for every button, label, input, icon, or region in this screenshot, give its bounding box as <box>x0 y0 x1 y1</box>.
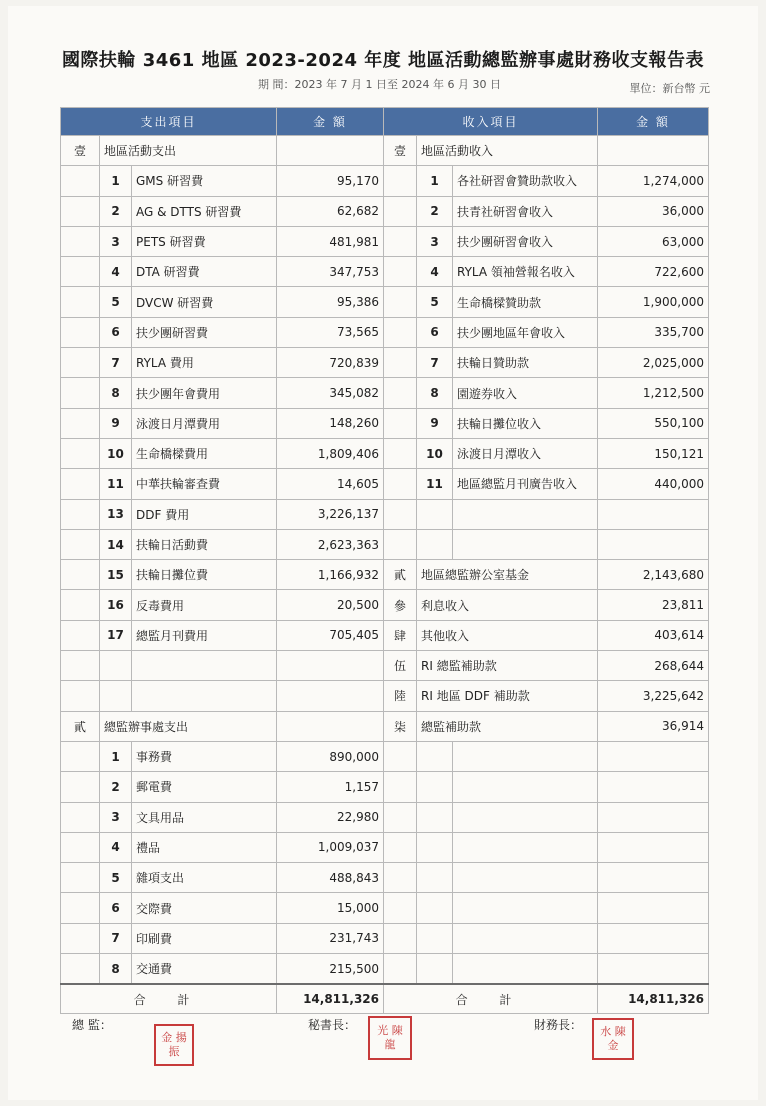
expense-section-number <box>61 651 100 681</box>
expense-section-number <box>61 893 100 923</box>
income-section-number <box>384 378 417 408</box>
income-item-label <box>453 893 598 923</box>
expense-section-number <box>61 257 100 287</box>
expense-item-number: 4 <box>100 832 132 862</box>
table-row <box>61 954 709 985</box>
income-section-label: 其他收入 <box>417 620 598 650</box>
income-item-label <box>453 832 598 862</box>
expense-item-amount: 14,605 <box>277 469 384 499</box>
income-item-number: 4 <box>417 257 453 287</box>
expense-item-amount: 890,000 <box>277 741 384 771</box>
expense-section-number <box>61 317 100 347</box>
expense-item-amount: 73,565 <box>277 317 384 347</box>
table-row <box>61 408 709 438</box>
expense-section-number <box>61 620 100 650</box>
expense-item-amount: 1,166,932 <box>277 560 384 590</box>
expense-item-label: 扶輪日活動費 <box>132 529 277 559</box>
expense-section-number <box>61 560 100 590</box>
income-item-amount <box>598 954 709 985</box>
income-item-amount: 335,700 <box>598 317 709 347</box>
income-section-number: 陸 <box>384 681 417 711</box>
income-item-label <box>453 923 598 953</box>
director-label: 總 監： <box>72 1018 112 1032</box>
expense-item-number: 7 <box>100 923 132 953</box>
expense-item-number: 1 <box>100 741 132 771</box>
table-row <box>61 772 709 802</box>
income-item-label: 扶少團研習會收入 <box>453 226 598 256</box>
income-item-number: 2 <box>417 196 453 226</box>
expense-section-number <box>61 802 100 832</box>
expense-item-label: DDF 費用 <box>132 499 277 529</box>
expense-item-amount: 15,000 <box>277 893 384 923</box>
income-section-number <box>384 741 417 771</box>
table-row <box>61 863 709 893</box>
table-row <box>61 257 709 287</box>
expense-item-amount: 1,157 <box>277 772 384 802</box>
income-item-number: 1 <box>417 166 453 196</box>
expense-item-amount: 95,170 <box>277 166 384 196</box>
expense-section-number <box>61 378 100 408</box>
expense-item-amount: 1,009,037 <box>277 832 384 862</box>
table-row <box>61 469 709 499</box>
expense-item-label: 文具用品 <box>132 802 277 832</box>
income-item-number: 5 <box>417 287 453 317</box>
table-row <box>61 620 709 650</box>
table-row <box>61 560 709 590</box>
expense-section-number <box>61 772 100 802</box>
income-item-amount <box>598 136 709 166</box>
expense-item-amount: 345,082 <box>277 378 384 408</box>
expense-section-number <box>61 348 100 378</box>
expense-item-number: 6 <box>100 317 132 347</box>
income-section-number <box>384 832 417 862</box>
income-item-amount: 440,000 <box>598 469 709 499</box>
expense-section-number <box>61 832 100 862</box>
income-section-number <box>384 802 417 832</box>
expense-total-label: 合 計 <box>61 984 277 1014</box>
income-item-number <box>417 741 453 771</box>
expense-item-label: GMS 研習費 <box>132 166 277 196</box>
expense-item-amount: 95,386 <box>277 287 384 317</box>
income-item-label <box>453 863 598 893</box>
expense-item-amount: 705,405 <box>277 620 384 650</box>
expense-item-amount <box>277 711 384 741</box>
income-section-number <box>384 226 417 256</box>
expense-item-number: 5 <box>100 287 132 317</box>
income-item-number <box>417 802 453 832</box>
expense-section-number <box>61 196 100 226</box>
income-section-number <box>384 469 417 499</box>
expense-item-number: 3 <box>100 226 132 256</box>
expense-item-number: 9 <box>100 408 132 438</box>
income-section-number <box>384 772 417 802</box>
expense-item-number: 8 <box>100 378 132 408</box>
income-section-label: 總監補助款 <box>417 711 598 741</box>
expense-section-number <box>61 529 100 559</box>
income-item-label <box>453 741 598 771</box>
expense-item-amount: 215,500 <box>277 954 384 985</box>
table-row <box>61 287 709 317</box>
table-row <box>61 136 709 166</box>
income-section-number <box>384 863 417 893</box>
expense-item-number: 15 <box>100 560 132 590</box>
expense-item-number: 8 <box>100 954 132 985</box>
income-section-label: RI 總監補助款 <box>417 651 598 681</box>
expense-item-label: RYLA 費用 <box>132 348 277 378</box>
income-item-amount: 150,121 <box>598 438 709 468</box>
expense-section-number <box>61 954 100 985</box>
income-section-number <box>384 348 417 378</box>
table-row <box>61 681 709 711</box>
report-title: 國際扶輪 3461 地區 2023-2024 年度 地區活動總監辦事處財務收支報告表 <box>61 50 705 71</box>
expense-item-label: 禮品 <box>132 832 277 862</box>
income-item-amount: 36,914 <box>598 711 709 741</box>
expense-item-amount: 231,743 <box>277 923 384 953</box>
expense-item-label: AG & DTTS 研習費 <box>132 196 277 226</box>
expense-item-amount: 1,809,406 <box>277 438 384 468</box>
income-item-number: 6 <box>417 317 453 347</box>
income-item-number <box>417 529 453 559</box>
income-section-number <box>384 954 417 985</box>
income-item-amount <box>598 499 709 529</box>
income-item-number <box>417 893 453 923</box>
expense-item-amount: 3,226,137 <box>277 499 384 529</box>
income-item-amount: 63,000 <box>598 226 709 256</box>
expense-section-number <box>61 741 100 771</box>
expense-item-number: 2 <box>100 772 132 802</box>
total-row <box>61 984 709 1014</box>
expense-item-number: 4 <box>100 257 132 287</box>
expense-section-number <box>61 408 100 438</box>
expense-section-number <box>61 469 100 499</box>
income-section-number <box>384 287 417 317</box>
income-total-amount: 14,811,326 <box>598 984 709 1014</box>
expense-section-number <box>61 863 100 893</box>
expense-item-number: 3 <box>100 802 132 832</box>
income-section-number: 柒 <box>384 711 417 741</box>
income-item-label <box>453 772 598 802</box>
report-period: 期 間：2023 年 7 月 1 日至 2024 年 6 月 30 日 <box>258 78 501 91</box>
table-row <box>61 802 709 832</box>
income-item-number <box>417 863 453 893</box>
expense-item-number: 17 <box>100 620 132 650</box>
income-item-amount <box>598 863 709 893</box>
expense-section-number: 壹 <box>61 136 100 166</box>
income-section-number <box>384 166 417 196</box>
expense-item-amount: 347,753 <box>277 257 384 287</box>
expense-item-number: 14 <box>100 529 132 559</box>
income-item-amount <box>598 772 709 802</box>
income-item-number <box>417 772 453 802</box>
expense-section-number: 貳 <box>61 711 100 741</box>
table-row <box>61 348 709 378</box>
expense-item-amount: 148,260 <box>277 408 384 438</box>
director-seal-icon: 金 揚 振 <box>154 1024 194 1066</box>
expense-item-amount: 720,839 <box>277 348 384 378</box>
expense-item-label: 扶少團年會費用 <box>132 378 277 408</box>
expense-section-number <box>61 166 100 196</box>
expense-item-label: 印刷費 <box>132 923 277 953</box>
expense-item-label: DTA 研習費 <box>132 257 277 287</box>
income-item-amount: 23,811 <box>598 590 709 620</box>
income-item-label <box>453 954 598 985</box>
table-row <box>61 166 709 196</box>
income-section-label: RI 地區 DDF 補助款 <box>417 681 598 711</box>
expense-item-label: 生命橋樑費用 <box>132 438 277 468</box>
income-section-label: 利息收入 <box>417 590 598 620</box>
income-item-amount: 722,600 <box>598 257 709 287</box>
income-item-number: 7 <box>417 348 453 378</box>
income-item-label: 泳渡日月潭收入 <box>453 438 598 468</box>
expense-item-number <box>100 681 132 711</box>
expense-item-number: 11 <box>100 469 132 499</box>
expense-item-label <box>132 651 277 681</box>
table-row <box>61 711 709 741</box>
expense-item-amount: 488,843 <box>277 863 384 893</box>
expense-section-number <box>61 681 100 711</box>
currency-unit: 單位：新台幣 元 <box>629 82 710 95</box>
header-expense-amount: 金 額 <box>277 108 384 136</box>
expense-item-label: 郵電費 <box>132 772 277 802</box>
income-item-amount: 550,100 <box>598 408 709 438</box>
table-header-row <box>61 108 709 136</box>
income-item-label: 各社研習會贊助款收入 <box>453 166 598 196</box>
expense-item-label: 泳渡日月潭費用 <box>132 408 277 438</box>
expense-item-label: PETS 研習費 <box>132 226 277 256</box>
expense-item-amount: 2,623,363 <box>277 529 384 559</box>
header-income-item: 收入項目 <box>384 108 598 136</box>
table-row <box>61 226 709 256</box>
income-item-label: 生命橋樑贊助款 <box>453 287 598 317</box>
income-item-amount: 268,644 <box>598 651 709 681</box>
expense-item-number: 13 <box>100 499 132 529</box>
income-item-label: 扶輪日攤位收入 <box>453 408 598 438</box>
income-section-number <box>384 529 417 559</box>
income-item-amount: 3,225,642 <box>598 681 709 711</box>
income-item-number <box>417 499 453 529</box>
income-item-amount <box>598 832 709 862</box>
income-section-number <box>384 257 417 287</box>
income-section-label: 地區活動收入 <box>417 136 598 166</box>
table-row <box>61 923 709 953</box>
income-item-amount: 1,212,500 <box>598 378 709 408</box>
expense-item-label: 事務費 <box>132 741 277 771</box>
expense-item-label <box>132 681 277 711</box>
income-item-label: RYLA 領袖營報名收入 <box>453 257 598 287</box>
expense-section-label: 地區活動支出 <box>100 136 277 166</box>
income-item-amount <box>598 802 709 832</box>
income-item-amount: 2,025,000 <box>598 348 709 378</box>
expense-item-amount <box>277 681 384 711</box>
income-item-amount: 36,000 <box>598 196 709 226</box>
expense-item-label: 扶輪日攤位費 <box>132 560 277 590</box>
table-row <box>61 590 709 620</box>
income-item-amount <box>598 893 709 923</box>
secretary-seal-icon: 光 陳 龍 <box>368 1016 412 1060</box>
income-section-number <box>384 893 417 923</box>
expense-section-number <box>61 590 100 620</box>
expense-item-amount: 481,981 <box>277 226 384 256</box>
expense-item-amount: 22,980 <box>277 802 384 832</box>
income-item-label <box>453 529 598 559</box>
expense-item-label: 中華扶輪審查費 <box>132 469 277 499</box>
income-item-number: 8 <box>417 378 453 408</box>
expense-item-number: 16 <box>100 590 132 620</box>
expense-item-number: 7 <box>100 348 132 378</box>
expense-section-number <box>61 226 100 256</box>
income-item-amount <box>598 923 709 953</box>
table-row <box>61 832 709 862</box>
expense-item-label: 交通費 <box>132 954 277 985</box>
financial-report-table <box>60 107 709 1014</box>
expense-item-label: 雜項支出 <box>132 863 277 893</box>
income-section-number <box>384 923 417 953</box>
income-item-amount <box>598 741 709 771</box>
income-item-number <box>417 954 453 985</box>
income-item-number: 11 <box>417 469 453 499</box>
expense-item-number: 6 <box>100 893 132 923</box>
expense-section-number <box>61 287 100 317</box>
income-item-number: 9 <box>417 408 453 438</box>
income-section-number <box>384 499 417 529</box>
income-section-number: 伍 <box>384 651 417 681</box>
table-body <box>61 136 709 985</box>
income-item-label: 地區總監月刊廣告收入 <box>453 469 598 499</box>
income-item-label: 扶輪日贊助款 <box>453 348 598 378</box>
income-item-label: 園遊券收入 <box>453 378 598 408</box>
income-section-number: 貳 <box>384 560 417 590</box>
income-item-number <box>417 832 453 862</box>
income-item-number: 10 <box>417 438 453 468</box>
signature-area <box>0 1016 766 1076</box>
expense-item-amount: 20,500 <box>277 590 384 620</box>
income-section-number <box>384 408 417 438</box>
table-row <box>61 378 709 408</box>
income-section-number: 肆 <box>384 620 417 650</box>
income-section-label: 地區總監辦公室基金 <box>417 560 598 590</box>
table-row <box>61 499 709 529</box>
income-item-label <box>453 802 598 832</box>
expense-item-amount <box>277 136 384 166</box>
table-row <box>61 438 709 468</box>
expense-section-label: 總監辦事處支出 <box>100 711 277 741</box>
table-row <box>61 317 709 347</box>
expense-item-number: 5 <box>100 863 132 893</box>
income-item-label: 扶青社研習會收入 <box>453 196 598 226</box>
table-row <box>61 741 709 771</box>
expense-item-number <box>100 651 132 681</box>
expense-item-label: 總監月刊費用 <box>132 620 277 650</box>
income-item-label: 扶少團地區年會收入 <box>453 317 598 347</box>
expense-item-amount <box>277 651 384 681</box>
expense-item-number: 10 <box>100 438 132 468</box>
income-item-amount: 403,614 <box>598 620 709 650</box>
secretary-label: 秘書長： <box>308 1018 357 1032</box>
income-item-label <box>453 499 598 529</box>
expense-item-label: 交際費 <box>132 893 277 923</box>
income-section-number <box>384 196 417 226</box>
treasurer-label: 財務長： <box>534 1018 583 1032</box>
expense-item-label: 扶少團研習費 <box>132 317 277 347</box>
income-total-label: 合 計 <box>384 984 598 1014</box>
header-income-amount: 金 額 <box>598 108 709 136</box>
expense-section-number <box>61 438 100 468</box>
income-section-number <box>384 317 417 347</box>
income-section-number: 壹 <box>384 136 417 166</box>
income-item-amount <box>598 529 709 559</box>
expense-item-amount: 62,682 <box>277 196 384 226</box>
header-expense-item: 支出項目 <box>61 108 277 136</box>
expense-item-label: DVCW 研習費 <box>132 287 277 317</box>
expense-total-amount: 14,811,326 <box>277 984 384 1014</box>
table-row <box>61 651 709 681</box>
treasurer-seal-icon: 水 陳 金 <box>592 1018 634 1060</box>
table-row <box>61 196 709 226</box>
income-section-number: 參 <box>384 590 417 620</box>
expense-section-number <box>61 499 100 529</box>
income-item-amount: 1,274,000 <box>598 166 709 196</box>
expense-section-number <box>61 923 100 953</box>
table-row <box>61 893 709 923</box>
income-item-amount: 2,143,680 <box>598 560 709 590</box>
table-row <box>61 529 709 559</box>
income-item-number <box>417 923 453 953</box>
income-section-number <box>384 438 417 468</box>
expense-item-label: 反毒費用 <box>132 590 277 620</box>
expense-item-number: 2 <box>100 196 132 226</box>
income-item-amount: 1,900,000 <box>598 287 709 317</box>
income-item-number: 3 <box>417 226 453 256</box>
expense-item-number: 1 <box>100 166 132 196</box>
